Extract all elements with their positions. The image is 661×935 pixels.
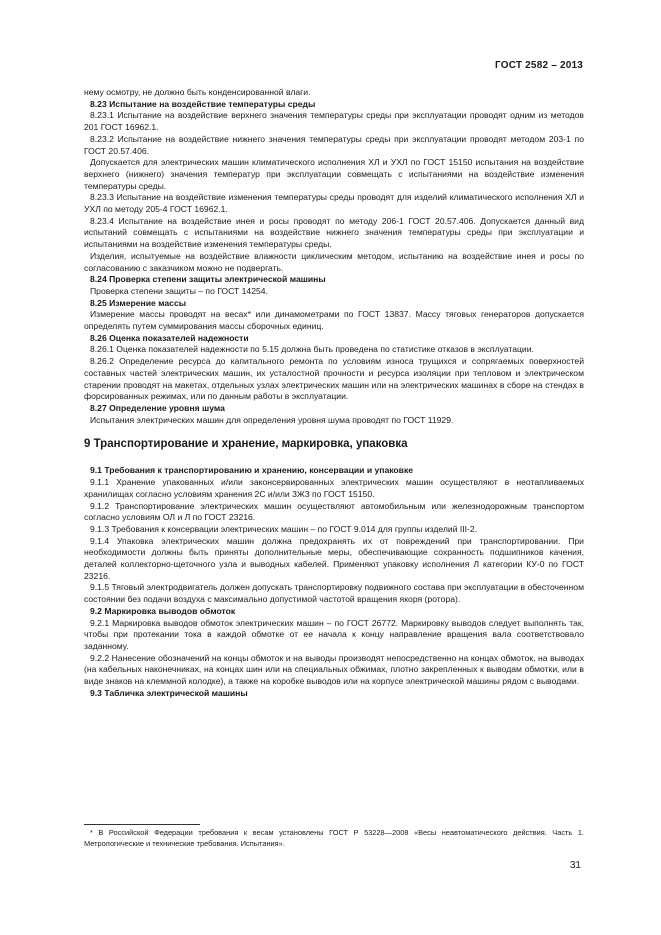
paragraph: Испытания электрических машин для определения уровня шума проводят по ГОСТ 11929. [90,414,454,425]
section-heading: 9.1 Требования к транспортированию и хранению, консервации и упаковке [90,465,414,476]
paragraph: 8.23.2 Испытание на воздействие нижнего значения температуры среды при эксплуатации проводят методом 203-1 по ГОСТ 20.57.406. [84,133,584,156]
section-heading: 8.24 Проверка степени защиты электрической машины [90,274,326,285]
paragraph: Изделия, испытуемые на воздействие влажности циклическим методом, испытанию на воздействие инея и росы по согласованию с заказчиком можно не подвергать. [84,250,584,273]
chapter-heading: 9 Транспортирование и хранение, маркировка, упаковка [84,438,408,451]
paragraph: 9.2.2 Нанесение обозначений на концы обмоток и на выводы производят непосредственно на концах обмоток, на выводах (на кабельных наконечниках, на концах шин или на специальных обжимах, плотно закрепленных к выводам обмотки, или в виде знаков на клеммной колодке), а также на коробке выводов или на корпусе электрической машины рядом с выводами. [84,652,584,687]
section-heading: 8.27 Определение уровня шума [90,402,225,413]
paragraph: 9.1.1 Хранение упакованных и/или законсервированных электрических машин осуществляют в неотапливаемых хранилищах согласно условиям хранения 2С и/или 3Ж3 по ГОСТ 15150. [84,477,584,499]
page-number: 31 [569,860,581,871]
paragraph: Проверка степени защиты – по ГОСТ 14254. [90,285,268,296]
section-heading: 8.23 Испытание на воздействие температуры среды [90,98,316,109]
paragraph: 9.1.3 Требования к консервации электрических машин – по ГОСТ 9.014 для группы изделий III-2. [90,523,478,534]
paragraph: 8.23.4 Испытание на воздействие инея и росы проводят по методу 206-1 ГОСТ 20.57.406. Допускается данный вид испытаний совмещать с испытаниями на воздействие нижнего значения температуры среды при эксплуатации и испытаниями на воздействие изменения температуры среды. [84,215,584,250]
section-heading: 9.2 Маркировка выводов обмоток [90,605,236,616]
footnote: * В Российской Федерации требования к весам установлены ГОСТ Р 53228—2008 «Весы неавтоматического действия. Часть 1. Метрологические и технические требования. Испытания». [84,828,584,848]
paragraph: 8.26.2 Определение ресурса до капитального ремонта по условиям износа трущихся и сопрягаемых поверхностей составных частей электрических машин, их усталостной прочности и ресурса изоляции при тепловом и электрическом старении проводят на макетах, отдельных узлах электрических машин или на электрических машинах в сборе на стендах в форсированных режимах, или по данным работы в эксплуатации. [84,356,584,402]
paragraph: 8.23.1 Испытание на воздействие верхнего значения температуры среды при эксплуатации проводят одним из методов 201 ГОСТ 16962.1. [84,110,584,133]
section-heading: 9.3 Табличка электрической машины [90,687,248,698]
paragraph: 8.23.3 Испытание на воздействие изменения температуры среды проводят для изделий климатического исполнения ХЛ и УХЛ по методу 205-4 ГОСТ 16962.1. [84,192,584,215]
paragraph: Измерение массы проводят на весах* или динамометрами по ГОСТ 13837. Массу тяговых генераторов допускается определять путем суммирования массы сборочных единиц. [84,309,584,332]
paragraph: 9.2.1 Маркировка выводов обмоток электрических машин – по ГОСТ 26772. Маркировку выводов следует выполнять так, чтобы при протекании тока в каждой обмотке от ее начала к концу направление вращения вала соответствовало заданному. [84,617,584,651]
section-heading: 8.26 Оценка показателей надежности [90,332,249,343]
footnote-separator [84,824,200,825]
paragraph: 8.26.1 Оценка показателей надежности по 5.15 должна быть проведена по статистике отказов в эксплуатации. [90,344,534,355]
paragraph: Допускается для электрических машин климатического исполнения ХЛ и УХЛ по ГОСТ 15150 испытания на воздействие верхнего (нижнего) значения температур при эксплуатации совмещать с испытаниями на воздействие изменения температуры среды. [84,157,584,191]
paragraph: 9.1.2 Транспортирование электрических машин осуществляют автомобильным или железнодорожным транспортом согласно условиям ОЛ и Л по ГОСТ 23216. [84,500,584,523]
paragraph: 9.1.4 Упаковка электрических машин должна предохранять их от повреждений при транспортировании. При необходимости должны быть приняты дополнительные меры, обеспечивающие сохранность подшипников качения, деталей коллекторно-щеточного узла и выводных кабелей. Применяют упаковку исполнения Л категории КУ-0 по ГОСТ 23216. [84,535,584,581]
paragraph: нему осмотру, не должно быть конденсированной влаги. [84,87,311,97]
document-header: ГОСТ 2582 – 2013 [495,60,583,71]
paragraph: 9.1.5 Тяговый электродвигатель должен допускать транспортировку подвижного состава при эксплуатации в обесточенном состоянии без подачи воздуха с максимально допустимой частотой вращения якоря (ротора). [84,582,584,605]
section-heading: 8.25 Измерение массы [90,297,187,308]
page-body [84,87,584,699]
